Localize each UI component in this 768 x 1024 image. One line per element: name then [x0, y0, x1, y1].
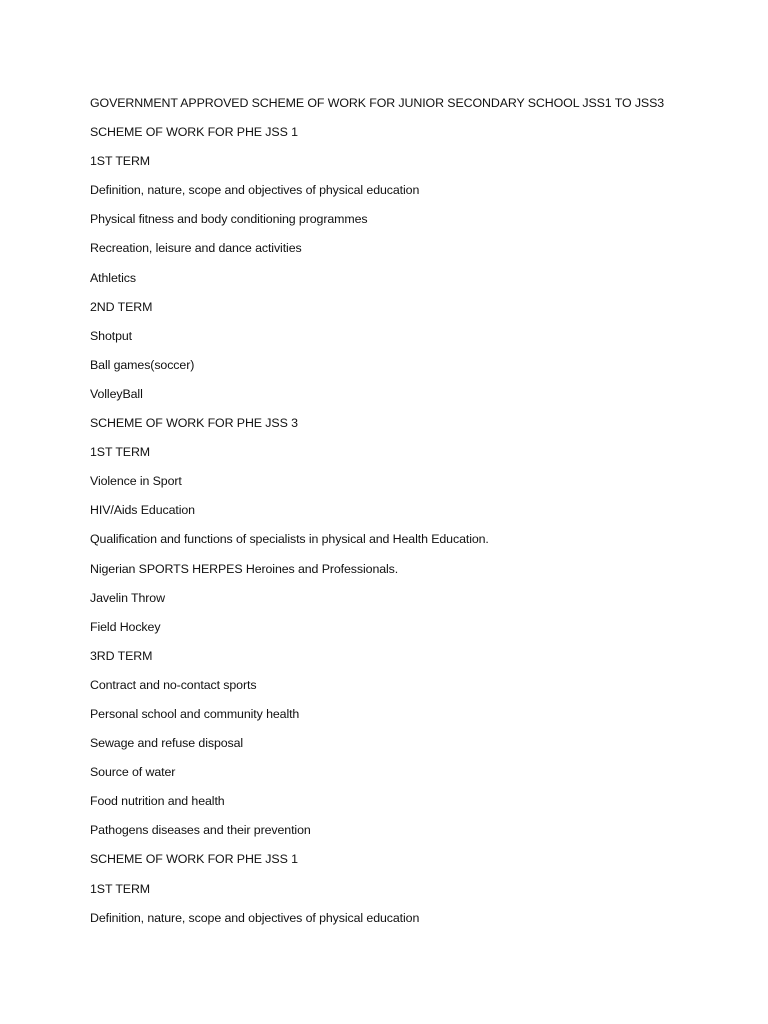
- topic-line: HIV/Aids Education: [90, 503, 195, 518]
- topic-line: Qualification and functions of specialists in physical and Health Education.: [90, 532, 489, 547]
- doc-title: GOVERNMENT APPROVED SCHEME OF WORK FOR JUNIOR SECONDARY SCHOOL JSS1 TO JSS3: [90, 96, 665, 110]
- topic-line: Contract and no-contact sports: [90, 677, 257, 692]
- term-heading: 3RD TERM: [90, 648, 153, 663]
- topic-line: Physical fitness and body conditioning programmes: [90, 212, 368, 227]
- section-heading: SCHEME OF WORK FOR PHE JSS 3: [90, 416, 298, 431]
- topic-line: Pathogens diseases and their prevention: [90, 823, 311, 838]
- topic-line: Definition, nature, scope and objectives of physical education: [90, 910, 420, 925]
- topic-line: Javelin Throw: [90, 590, 165, 605]
- document-body: [90, 94, 750, 938]
- topic-line: Recreation, leisure and dance activities: [90, 241, 302, 256]
- topic-line: Food nutrition and health: [90, 794, 225, 809]
- topic-line: Definition, nature, scope and objectives of physical education: [90, 183, 420, 198]
- topic-line: Nigerian SPORTS HERPES Heroines and Professionals.: [90, 561, 399, 576]
- topic-line: Field Hockey: [90, 619, 161, 634]
- topic-line: Ball games(soccer): [90, 357, 195, 372]
- topic-line: Personal school and community health: [90, 706, 300, 721]
- topic-line: Violence in Sport: [90, 474, 182, 489]
- term-heading: 1ST TERM: [90, 445, 151, 460]
- topic-line: Source of water: [90, 765, 176, 780]
- section-heading: SCHEME OF WORK FOR PHE JSS 1: [90, 125, 298, 140]
- term-heading: 1ST TERM: [90, 881, 151, 896]
- term-heading: 1ST TERM: [90, 154, 151, 169]
- term-heading: 2ND TERM: [90, 299, 153, 314]
- section-heading: SCHEME OF WORK FOR PHE JSS 1: [90, 852, 298, 867]
- topic-line: Athletics: [90, 270, 136, 285]
- topic-line: VolleyBall: [90, 386, 143, 401]
- topic-line: Sewage and refuse disposal: [90, 736, 244, 751]
- topic-line: Shotput: [90, 328, 133, 343]
